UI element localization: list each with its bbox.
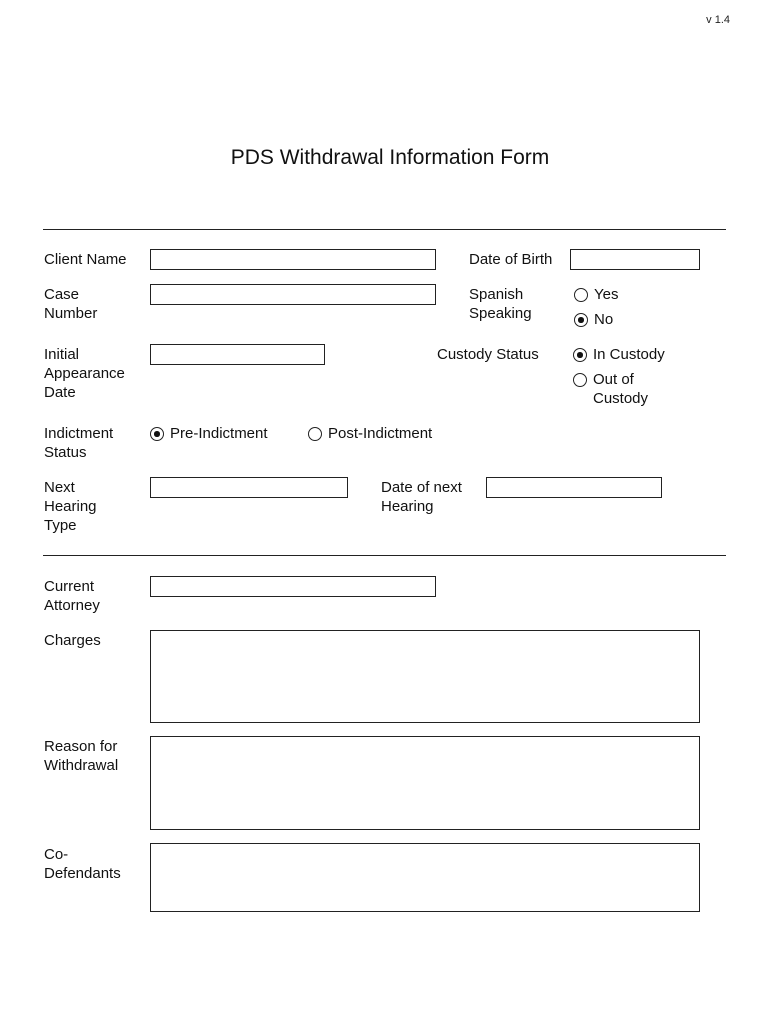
co-defendants-textarea[interactable]: [150, 843, 700, 912]
spanish-yes-radio[interactable]: [574, 285, 618, 304]
initial-appearance-date-label: Initial Appearance Date: [44, 346, 125, 401]
initial-appearance-date-field[interactable]: [150, 344, 325, 365]
divider-middle: [43, 555, 726, 556]
spanish-no-label: No: [594, 311, 614, 328]
out-of-custody-label: Out of Custody: [593, 371, 649, 407]
radio-circle: [574, 288, 588, 302]
spanish-speaking-label: Spanish Speaking: [469, 286, 532, 322]
case-number-field[interactable]: [150, 284, 436, 305]
date-of-birth-field[interactable]: [570, 249, 700, 270]
current-attorney-field[interactable]: [150, 576, 436, 597]
case-number-label: Case Number: [44, 286, 98, 322]
co-defendants-label: Co- Defendants: [44, 846, 121, 882]
in-custody-label: In Custody: [593, 346, 665, 363]
client-name-label: Client Name: [44, 251, 127, 268]
charges-label: Charges: [44, 632, 101, 649]
reason-for-withdrawal-label: Reason for Withdrawal: [44, 738, 119, 774]
divider-top: [43, 229, 726, 230]
date-of-next-hearing-field[interactable]: [486, 477, 662, 498]
post-indictment-radio[interactable]: [308, 424, 432, 443]
in-custody-radio[interactable]: [573, 345, 665, 364]
next-hearing-type-field[interactable]: [150, 477, 348, 498]
radio-circle-selected: [150, 427, 164, 441]
spanish-no-radio[interactable]: [574, 310, 613, 329]
out-of-custody-radio[interactable]: [573, 370, 648, 408]
post-indictment-label: Post-Indictment: [328, 425, 433, 442]
date-of-birth-label: Date of Birth: [469, 251, 553, 268]
next-hearing-type-label: Next Hearing Type: [44, 479, 97, 534]
radio-circle: [308, 427, 322, 441]
radio-circle-selected: [573, 348, 587, 362]
version-label: v 1.4: [706, 14, 730, 26]
spanish-yes-label: Yes: [594, 286, 619, 303]
pre-indictment-radio[interactable]: [150, 424, 268, 443]
client-name-field[interactable]: [150, 249, 436, 270]
custody-status-label: Custody Status: [437, 346, 539, 363]
radio-circle-selected: [574, 313, 588, 327]
current-attorney-label: Current Attorney: [44, 578, 100, 614]
pre-indictment-label: Pre-Indictment: [170, 425, 268, 442]
date-of-next-hearing-label: Date of next Hearing: [381, 479, 462, 515]
charges-textarea[interactable]: [150, 630, 700, 723]
reason-for-withdrawal-textarea[interactable]: [150, 736, 700, 830]
form-title: PDS Withdrawal Information Form: [230, 146, 550, 169]
indictment-status-label: Indictment Status: [44, 425, 114, 461]
radio-circle: [573, 373, 587, 387]
